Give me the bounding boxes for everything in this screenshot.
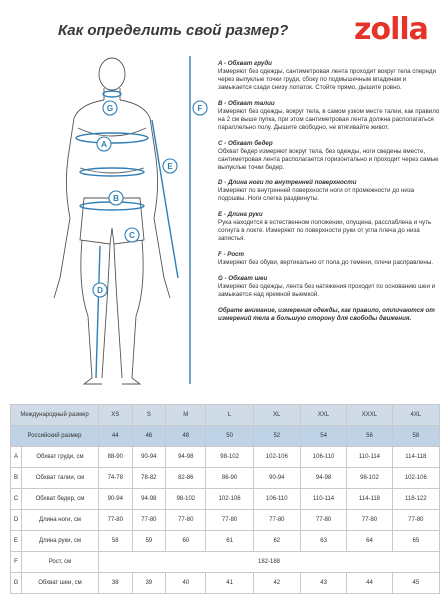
table-cell: 43 <box>300 573 346 594</box>
table-cell: 82-86 <box>166 468 206 489</box>
table-cell: 77-80 <box>300 510 346 531</box>
table-cell: 106-110 <box>253 489 300 510</box>
intl-size-label: Международный размер <box>11 405 99 426</box>
table-cell: 44 <box>347 573 392 594</box>
table-cell: 90-94 <box>253 468 300 489</box>
table-cell: 58 <box>99 531 133 552</box>
definition-text: Рука находится в естественном положении, опущена, расслаблена и чуть согнута в локте. Измеряют по поверхности руки от угла плеча до низа запястья. <box>218 219 432 243</box>
definition-height <box>218 251 440 267</box>
fit-note: Обрате внимание, измерения одежды, как правило, отличаются от измерений тела в большую сторону для свободы движения. <box>218 306 435 322</box>
table-cell: 40 <box>166 573 206 594</box>
definition-text: Измеряют без одежды, лента без натяжения проходит по основанию шеи и замыкается над яремной выемкой. <box>218 283 436 298</box>
table-cell: 61 <box>206 531 253 552</box>
definition-title: B - Обхват талии <box>218 99 275 107</box>
definition-text: Измеряют без обуви, вертикально от пола до темени, плечи расправлены. <box>218 259 434 267</box>
marker-e: E <box>167 162 173 171</box>
intl-size-cell: S <box>132 405 166 426</box>
table-cell: 63 <box>300 531 346 552</box>
intl-size-cell: XXXL <box>347 405 392 426</box>
row-letter: C <box>11 489 22 510</box>
table-cell: 114-118 <box>392 447 439 468</box>
table-cell: 98-102 <box>166 489 206 510</box>
definition-arm-length <box>218 211 440 243</box>
definition-title: E - Длина руки <box>218 211 263 219</box>
row-name: Рост, см <box>22 552 99 573</box>
definition-hips <box>218 140 440 172</box>
definition-text: Обхват бедер измеряют вокруг тела, без одежды, ноги сведены вместе, сантиметровая лента располагается горизонтально и проходит через самые выпуклые точки бедер. <box>218 147 439 171</box>
ru-size-cell: 58 <box>392 426 439 447</box>
table-cell: 77-80 <box>392 510 439 531</box>
definition-title: C - Обхват бедер <box>218 139 273 147</box>
row-name: Обхват груди, см <box>22 447 99 468</box>
table-cell: 98-102 <box>347 468 392 489</box>
table-cell: 102-106 <box>253 447 300 468</box>
table-cell: 77-80 <box>99 510 133 531</box>
table-cell: 65 <box>392 531 439 552</box>
definition-text: Измеряют без одежды, сантиметровая лента проходит вокруг тела спереди через выпуклые точки груди, сбоку по подмышечным впадинам и замыкается сзади снизу лопаток. Стойте прямо, дышите ровно. <box>218 68 436 91</box>
table-cell: 110-114 <box>347 447 392 468</box>
table-cell: 118-122 <box>392 489 439 510</box>
table-cell: 77-80 <box>253 510 300 531</box>
ru-size-cell: 52 <box>253 426 300 447</box>
table-row <box>11 468 440 489</box>
intl-size-cell: L <box>206 405 253 426</box>
table-cell: 74-78 <box>99 468 133 489</box>
intl-size-cell: XXL <box>300 405 346 426</box>
definition-inseam <box>218 179 440 203</box>
table-cell: 64 <box>347 531 392 552</box>
table-cell: 41 <box>206 573 253 594</box>
row-letter: B <box>11 468 22 489</box>
row-letter: D <box>11 510 22 531</box>
row-letter: A <box>11 447 22 468</box>
definition-title: D - Длина ноги по внутренней поверхности <box>218 179 357 187</box>
table-cell: 110-114 <box>300 489 346 510</box>
definition-title: G - Обхват шеи <box>218 275 268 283</box>
body-figure-illustration <box>40 48 230 388</box>
ru-size-row <box>11 426 440 447</box>
row-letter: F <box>11 552 22 573</box>
table-row <box>11 489 440 510</box>
table-cell: 90-94 <box>132 447 166 468</box>
row-name: Длина руки, см <box>22 531 99 552</box>
marker-a: A <box>101 140 107 149</box>
table-row <box>11 573 440 594</box>
table-row <box>11 510 440 531</box>
table-cell: 42 <box>253 573 300 594</box>
page-title: Как определить свой размер? <box>58 22 289 39</box>
marker-f: F <box>197 104 203 113</box>
table-cell-merged: 182-188 <box>99 552 440 573</box>
ru-size-cell: 48 <box>166 426 206 447</box>
table-cell: 77-80 <box>166 510 206 531</box>
table-cell: 94-98 <box>132 489 166 510</box>
table-cell: 77-80 <box>206 510 253 531</box>
intl-size-cell: 4XL <box>392 405 439 426</box>
table-cell: 60 <box>166 531 206 552</box>
table-cell: 77-80 <box>347 510 392 531</box>
definition-title: A - Обхват груди <box>218 60 272 67</box>
definition-neck <box>218 275 440 299</box>
table-row <box>11 531 440 552</box>
table-cell: 45 <box>392 573 439 594</box>
table-cell: 114-118 <box>347 489 392 510</box>
ru-size-cell: 44 <box>99 426 133 447</box>
table-cell: 77-80 <box>132 510 166 531</box>
marker-c: C <box>129 231 135 240</box>
table-row <box>11 447 440 468</box>
ru-size-cell: 54 <box>300 426 346 447</box>
row-letter: E <box>11 531 22 552</box>
table-cell: 88-90 <box>99 447 133 468</box>
intl-size-cell: XS <box>99 405 133 426</box>
definition-text: Измеряют без одежды, вокруг тела, в самом узком месте талии, как правило на 2 см выше пупка, при этом сантиметровая лента должна располагаться параллельно полу. Дышите свободно, не втягивайте живот. <box>218 107 440 131</box>
table-cell: 90-94 <box>99 489 133 510</box>
table-cell: 94-98 <box>300 468 346 489</box>
table-cell: 94-98 <box>166 447 206 468</box>
table-cell: 78-82 <box>132 468 166 489</box>
row-name: Обхват шеи, см <box>22 573 99 594</box>
table-cell: 102-106 <box>392 468 439 489</box>
definition-title: F - Рост <box>218 251 245 259</box>
table-cell: 106-110 <box>300 447 346 468</box>
definition-chest <box>218 60 440 92</box>
ru-size-cell: 46 <box>132 426 166 447</box>
table-cell: 98-102 <box>206 447 253 468</box>
ru-size-cell: 50 <box>206 426 253 447</box>
ru-size-cell: 56 <box>347 426 392 447</box>
table-cell: 86-90 <box>206 468 253 489</box>
marker-d: D <box>97 286 103 295</box>
table-cell: 62 <box>253 531 300 552</box>
size-table <box>10 404 440 594</box>
table-cell: 39 <box>132 573 166 594</box>
marker-g: G <box>106 104 114 113</box>
definition-text: Измеряют по внутренней поверхности ноги от промежности до низа подошвы. Ноги слегка раздвинуты. <box>218 187 415 203</box>
row-name: Обхват бедер, см <box>22 489 99 510</box>
marker-b: B <box>113 194 119 203</box>
brand-logo: zolla <box>354 12 428 47</box>
definition-waist <box>218 100 440 132</box>
intl-size-row <box>11 405 440 426</box>
table-cell: 102-106 <box>206 489 253 510</box>
measurement-definitions <box>218 60 440 323</box>
table-cell: 59 <box>132 531 166 552</box>
intl-size-cell: M <box>166 405 206 426</box>
row-name: Длина ноги, см <box>22 510 99 531</box>
row-name: Обхват талии, см <box>22 468 99 489</box>
intl-size-cell: XL <box>253 405 300 426</box>
table-row <box>11 552 440 573</box>
row-letter: G <box>11 573 22 594</box>
ru-size-label: Российский размер <box>11 426 99 447</box>
table-cell: 38 <box>99 573 133 594</box>
